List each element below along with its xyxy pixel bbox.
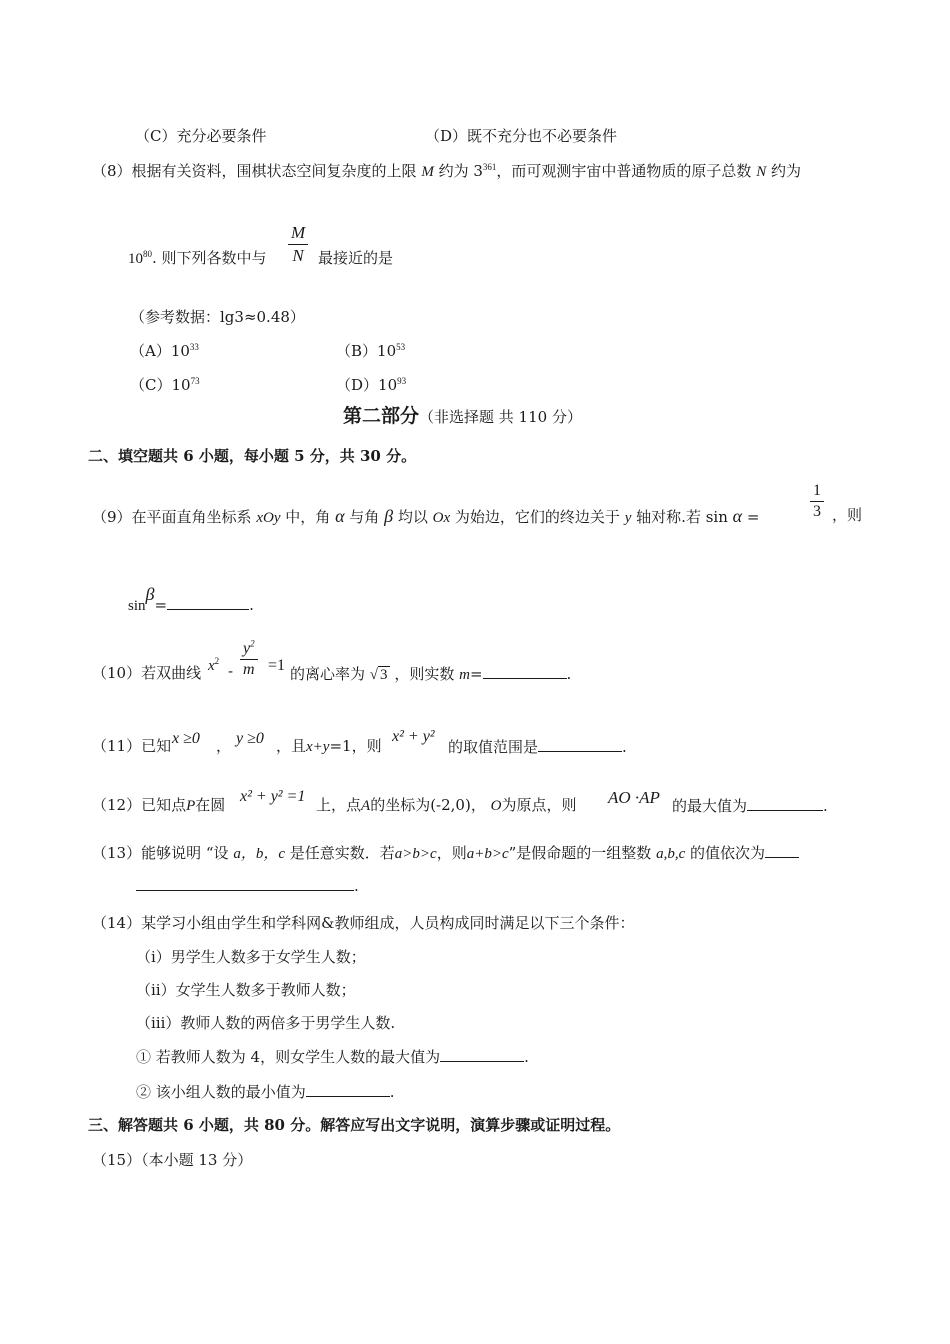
q11-rest: 的取值范围是 . [448, 738, 627, 756]
q9-answer-blank[interactable] [167, 595, 249, 610]
q12-answer-blank[interactable] [747, 796, 823, 811]
q14-condition-3: （ⅲ）教师人数的两倍多于男学生人数. [136, 1014, 396, 1032]
part2-heading: 第二部分（非选择题 共 110 分） [343, 405, 582, 427]
q11-cond-x: x ≥0 [172, 730, 200, 747]
q10-intro: （10）若双曲线 [92, 664, 202, 682]
q9-line1: （9）在平面直角坐标系 xOy 中，角 α 与角 β 均以 Ox 为始边，它们的终边关于 y 轴对称.若 sin α = [92, 506, 760, 526]
q14-answer-blank-2[interactable] [306, 1082, 390, 1097]
q8-option-a: $(A)10^{33}$ [130, 342, 199, 360]
q10-minus-sign: - [228, 662, 234, 680]
q12-circle-equation: x² + y² =1 [240, 788, 306, 805]
q13-line1: （13）能够说明 “设 a，b，c 是任意实数．若a>b>c，则a+b>c”是假命题的一组整数 a,b,c 的值依次为 [92, 843, 799, 863]
q14-subquestion-1: ① 若教师人数为 4，则女学生人数的最大值为 . [136, 1048, 529, 1066]
q10-fraction-y2-over-m: $\frac{y^2}{m}$ [240, 640, 258, 679]
q13-answer-blank[interactable] [136, 876, 354, 891]
q14-condition-2: （ⅱ）女学生人数多于教师人数； [136, 981, 356, 999]
q14-subquestion-2: ② 该小组人数的最小值为 . [136, 1083, 395, 1101]
q8-line1: （8）根据有关资料，围棋状态空间复杂度的上限 M 约为 $3^{361}$，而可观测宇宙中普通物质的原子总数 N 约为 [92, 162, 802, 180]
q11-answer-blank[interactable] [538, 737, 622, 752]
q8-option-d: $(D)10^{93}$ [336, 376, 407, 394]
q11-cond-y: y ≥0 [236, 730, 264, 747]
section2-heading: 二、填空题共 6 小题，每小题 5 分，共 30 分。 [88, 447, 417, 465]
q10-x-squared: $x^2$ [208, 656, 220, 674]
q10-rest: 的离心率为 √ 3 ，则实数 m= . [290, 665, 572, 683]
q15-heading: （15）（本小题 13 分） [92, 1151, 253, 1169]
q10-answer-blank[interactable] [483, 664, 567, 679]
q8-fraction-m-over-n: $\frac{M}{N}$ [288, 223, 308, 266]
q11-expression: x² + y² [392, 728, 435, 745]
q8-reference-data: （参考数据：lg3≈0.48） [130, 308, 305, 326]
q8-option-b: $(B)10^{53}$ [336, 342, 406, 360]
q7-option-c: （C）充分必要条件 [135, 127, 267, 145]
q10-equals-one: =1 [268, 657, 286, 674]
q13-line2: . [136, 876, 359, 895]
q9-then: ，则 [832, 506, 863, 524]
q12-dot-product: AO ·AP [608, 788, 660, 807]
q13-answer-blank-start[interactable] [765, 843, 799, 858]
q11-intro: （11）已知 [92, 737, 172, 755]
q9-line2: sinβ= . [128, 584, 254, 614]
q12-rest: 的最大值为 . [672, 797, 828, 815]
q14-condition-1: （ⅰ）男学生人数多于女学生人数； [136, 948, 366, 966]
q11-comma: ， [216, 737, 232, 755]
q7-option-d: （D）既不充分也不必要条件 [425, 127, 618, 145]
q11-mid: ，且x+y=1，则 [276, 737, 382, 755]
q12-intro: （12）已知点P在圆 [92, 796, 226, 814]
q9-fraction-one-third: $\frac{1}{3}$ [810, 482, 824, 521]
q8-line2-start: $10^{80}$. 则下列各数中与 [128, 249, 267, 267]
q8-option-c: $(C)10^{73}$ [130, 376, 200, 394]
q12-mid: 上，点A的坐标为(-2,0)， O为原点，则 [316, 796, 577, 814]
q8-line2-end: 最接近的是 [318, 249, 394, 267]
section3-heading: 三、解答题共 6 小题，共 80 分。解答应写出文字说明，演算步骤或证明过程。 [88, 1116, 621, 1134]
q14-answer-blank-1[interactable] [440, 1047, 524, 1062]
q14-intro: （14）某学习小组由学生和学科网&教师组成，人员构成同时满足以下三个条件： [92, 914, 635, 932]
